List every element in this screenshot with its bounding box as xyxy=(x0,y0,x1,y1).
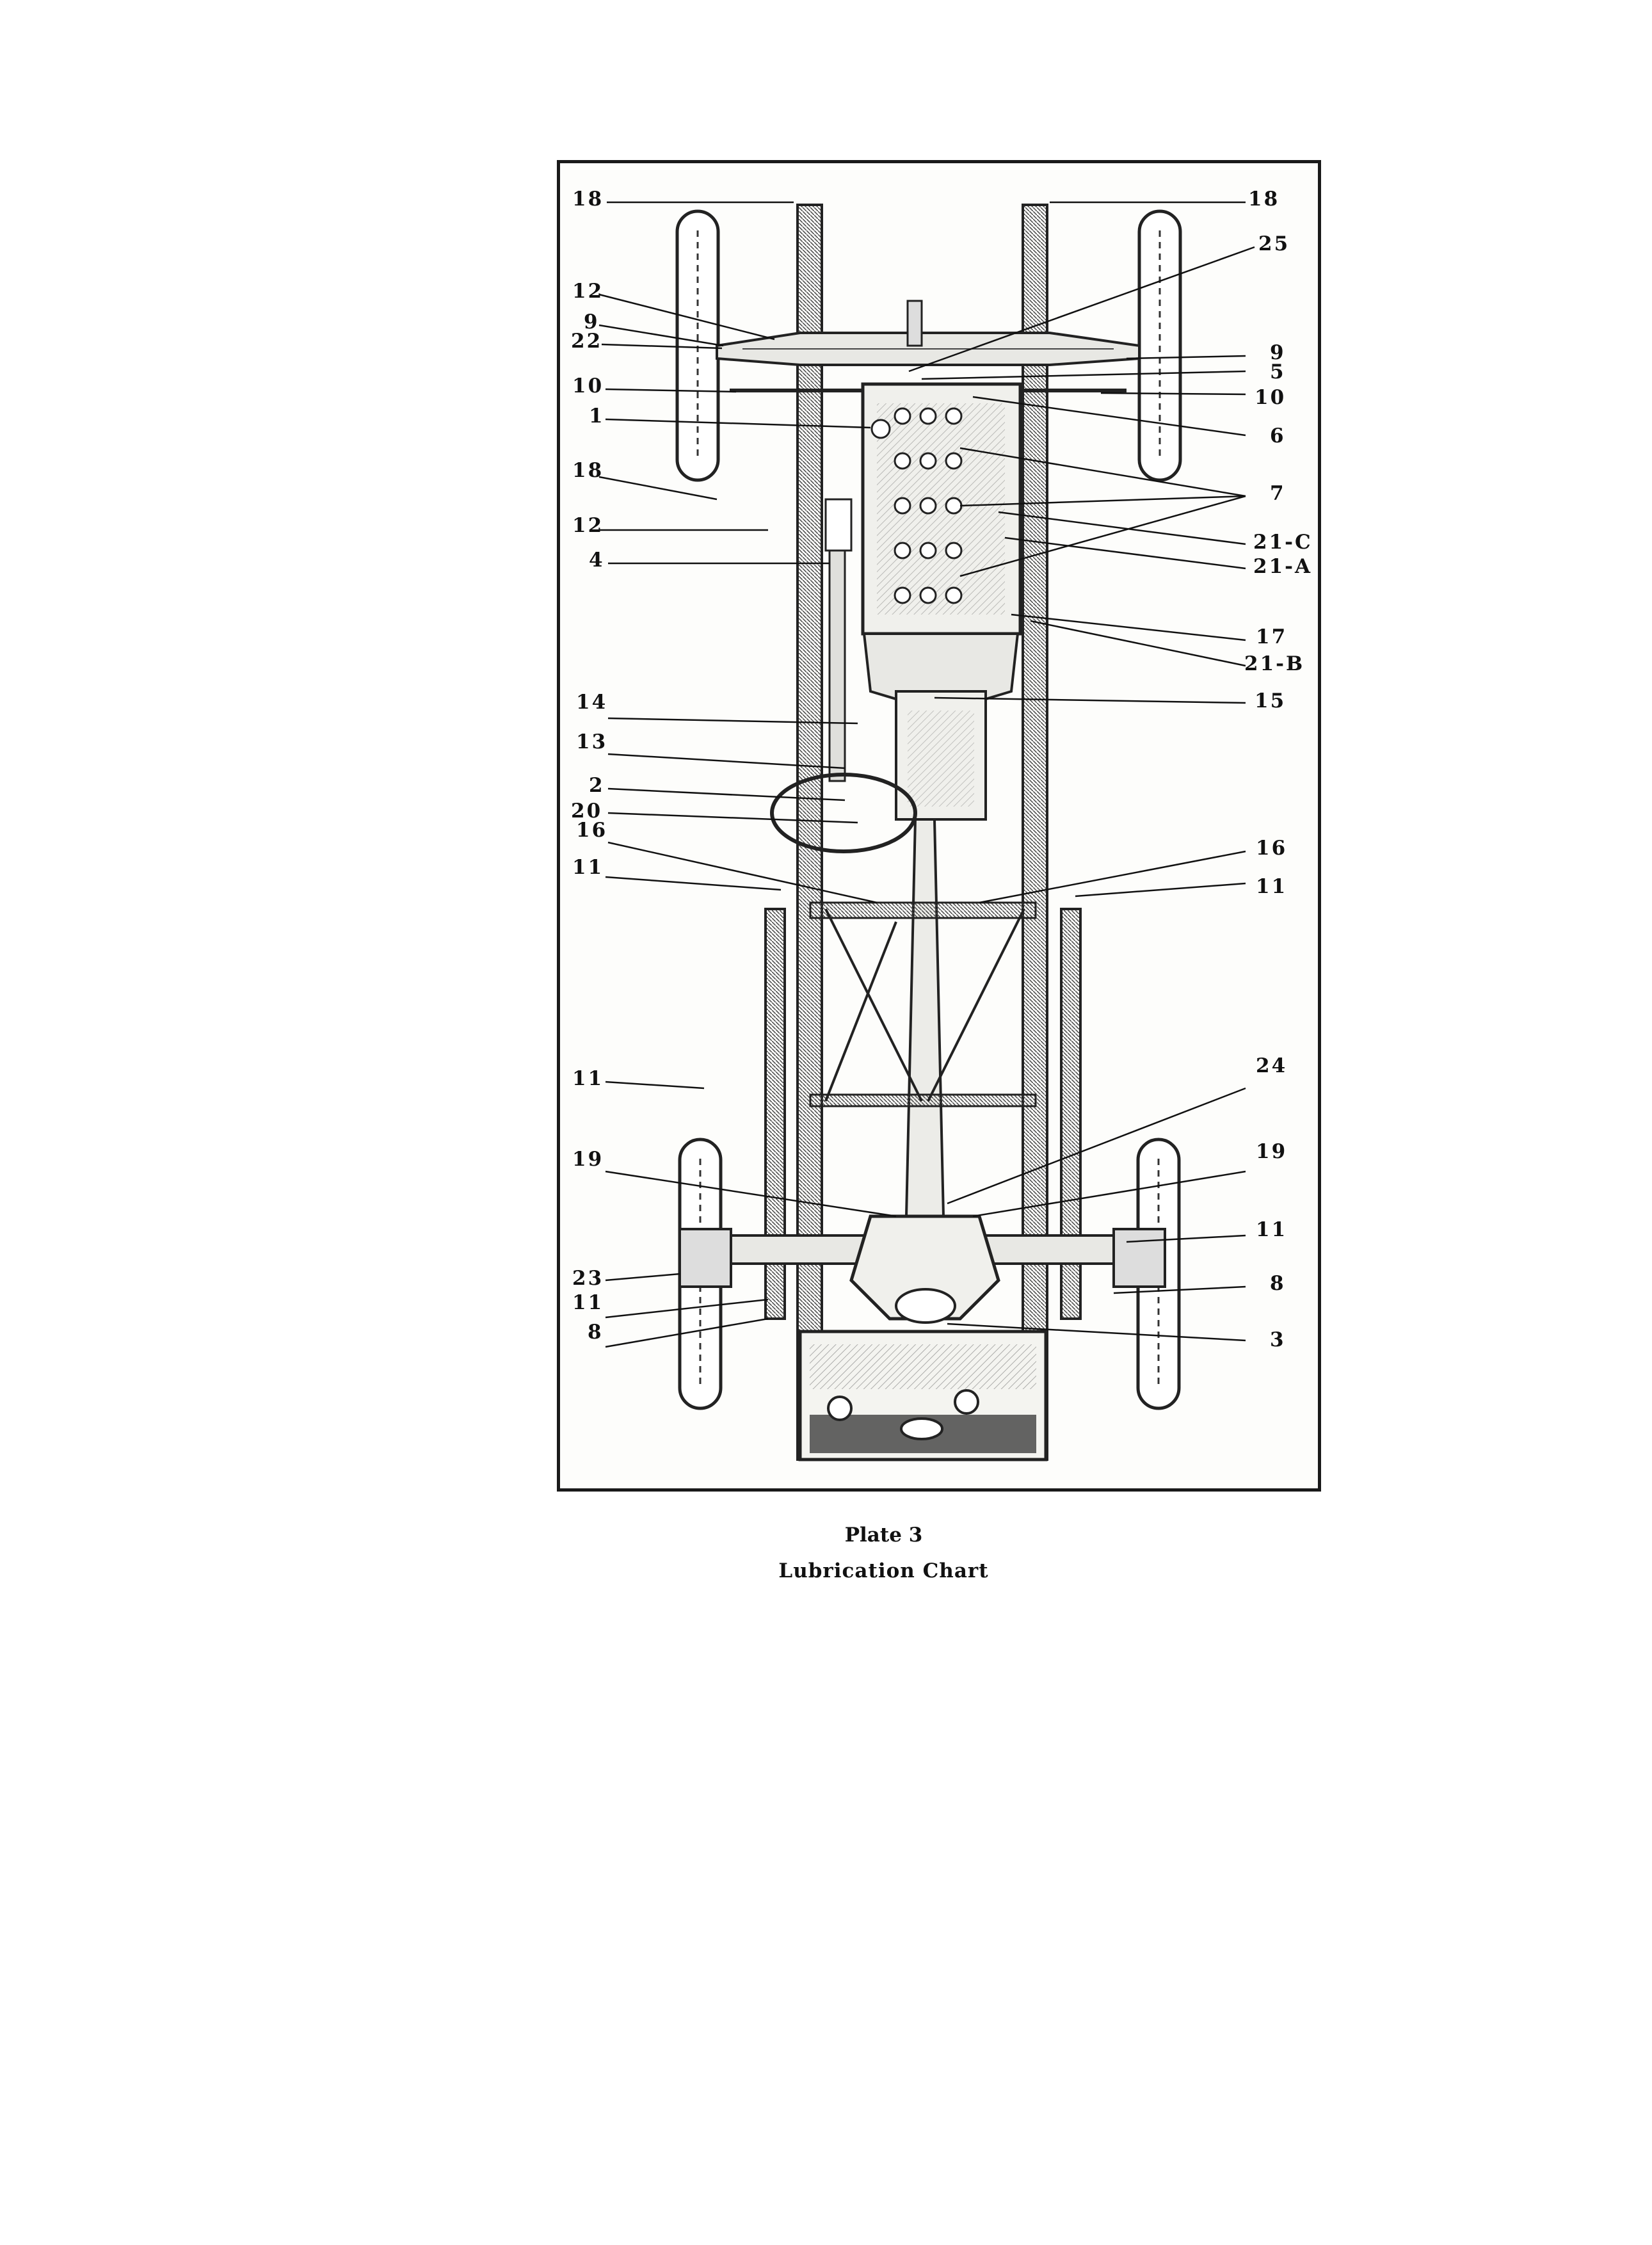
front-cross-member xyxy=(810,903,1036,918)
callout-11: 11 xyxy=(572,856,604,879)
right-brake-drum xyxy=(1114,1229,1165,1287)
steering-column xyxy=(826,499,851,781)
callout-16: 16 xyxy=(1256,837,1288,860)
callout-14: 14 xyxy=(576,691,608,714)
callout-11: 11 xyxy=(1256,1218,1288,1241)
engine-block xyxy=(863,384,1020,634)
callout-11: 11 xyxy=(1256,875,1288,898)
callout-10: 10 xyxy=(1255,386,1287,409)
callout-22: 22 xyxy=(571,330,603,353)
callout-23: 23 xyxy=(572,1267,604,1290)
callout-19: 19 xyxy=(572,1148,604,1171)
callout-19: 19 xyxy=(1256,1140,1288,1163)
propeller-shaft xyxy=(906,819,943,1216)
callout-1: 1 xyxy=(589,405,605,428)
callout-8: 8 xyxy=(1270,1272,1286,1295)
plate-number: Plate 3 xyxy=(844,1524,923,1547)
callout-24: 24 xyxy=(1256,1054,1288,1077)
callout-2: 2 xyxy=(589,774,605,797)
front-left-wheel xyxy=(677,211,718,480)
callout-18: 18 xyxy=(572,459,604,482)
callout-9: 9 xyxy=(1270,341,1286,364)
callout-15: 15 xyxy=(1255,689,1287,712)
callout-12: 12 xyxy=(572,514,604,537)
callout-11: 11 xyxy=(572,1067,604,1090)
fuel-tank xyxy=(800,1332,1046,1460)
front-axle xyxy=(717,333,1139,365)
callout-16: 16 xyxy=(576,819,608,842)
callout-21-b: 21-B xyxy=(1244,652,1305,675)
callout-9: 9 xyxy=(584,310,600,334)
callout-12: 12 xyxy=(572,280,604,303)
starting-crank xyxy=(908,301,922,346)
callout-6: 6 xyxy=(1270,424,1286,447)
left-brake-drum xyxy=(680,1229,731,1287)
center-cross-member xyxy=(810,1095,1036,1106)
transmission xyxy=(864,634,1018,819)
callout-3: 3 xyxy=(1270,1328,1286,1351)
callout-5: 5 xyxy=(1270,360,1286,383)
callout-20: 20 xyxy=(571,800,603,823)
callout-10: 10 xyxy=(572,374,604,398)
callout-25: 25 xyxy=(1258,232,1290,255)
callout-21-a: 21-A xyxy=(1253,555,1313,578)
callout-21-c: 21-C xyxy=(1253,531,1313,554)
steering-wheel xyxy=(772,775,915,851)
callout-18: 18 xyxy=(1248,188,1280,211)
callout-13: 13 xyxy=(576,730,608,753)
callout-18: 18 xyxy=(572,188,604,211)
callout-11: 11 xyxy=(572,1291,604,1314)
left-frame-rail xyxy=(798,205,822,1460)
callout-17: 17 xyxy=(1256,625,1288,648)
callout-4: 4 xyxy=(589,549,605,572)
plate-title: Lubrication Chart xyxy=(778,1559,989,1582)
callout-7: 7 xyxy=(1270,482,1286,505)
front-right-wheel xyxy=(1139,211,1180,480)
callout-8: 8 xyxy=(588,1321,604,1344)
right-frame-rail xyxy=(1023,205,1047,1460)
